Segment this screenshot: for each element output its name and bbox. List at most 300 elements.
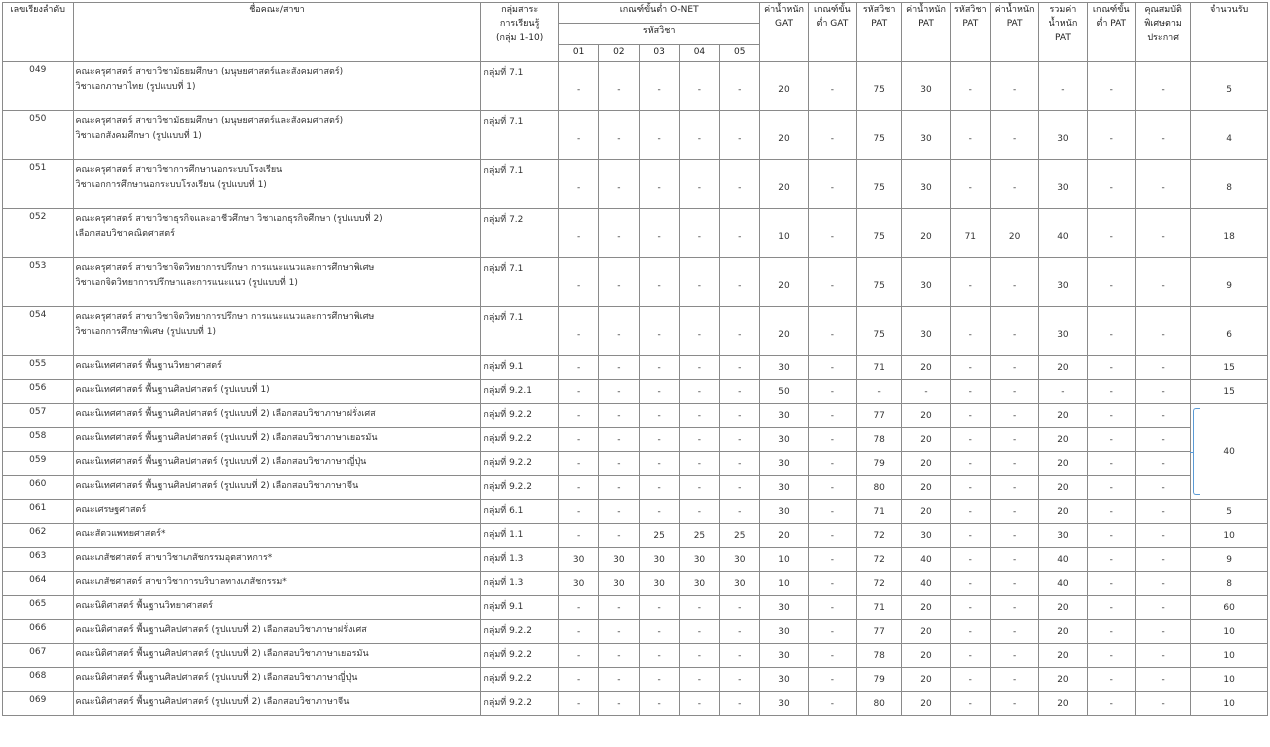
cell-onet-04: - <box>679 476 719 500</box>
cell-name <box>73 209 481 258</box>
cell-gat-weight: 30 <box>760 452 808 476</box>
cell-pat-weight-1: 30 <box>902 258 950 307</box>
cell-code: 053 <box>3 258 74 307</box>
cell-onet-04: - <box>679 500 719 524</box>
cell-gat-min: - <box>808 209 856 258</box>
cell-onet-02: 30 <box>599 572 639 596</box>
cell-group: กลุ่มที่ 9.2.2 <box>481 452 559 476</box>
cell-onet-03: - <box>639 692 679 716</box>
header-onet-01: 01 <box>558 45 598 62</box>
cell-pat-min: - <box>1087 404 1135 428</box>
cell-code: 067 <box>3 644 74 668</box>
cell-onet-05: 25 <box>720 524 760 548</box>
cell-pat-code-1: 78 <box>857 644 902 668</box>
cell-pat-code-1: 72 <box>857 572 902 596</box>
header-gat-weight: ค่าน้ำหนัก GAT <box>760 3 808 62</box>
cell-onet-03: 30 <box>639 548 679 572</box>
cell-group: กลุ่มที่ 9.2.2 <box>481 428 559 452</box>
cell-total-weight: 20 <box>1039 692 1087 716</box>
cell-name <box>73 668 481 692</box>
cell-pat-code-2: - <box>950 500 990 524</box>
cell-total-weight: 30 <box>1039 307 1087 356</box>
cell-onet-01: - <box>558 307 598 356</box>
cell-pat-weight-1: 20 <box>902 500 950 524</box>
table-body <box>3 62 1268 716</box>
cell-onet-04: - <box>679 258 719 307</box>
cell-seats: 6 <box>1191 307 1268 356</box>
cell-onet-01: - <box>558 258 598 307</box>
cell-group: กลุ่มที่ 1.1 <box>481 524 559 548</box>
cell-pat-weight-2: - <box>990 668 1038 692</box>
cell-pat-weight-1: 40 <box>902 572 950 596</box>
header-onet-04: 04 <box>679 45 719 62</box>
cell-pat-weight-2: 20 <box>990 209 1038 258</box>
cell-onet-03: - <box>639 476 679 500</box>
cell-special: - <box>1135 111 1190 160</box>
cell-pat-code-1: - <box>857 380 902 404</box>
cell-group: กลุ่มที่ 7.1 <box>481 111 559 160</box>
cell-onet-05: - <box>720 476 760 500</box>
cell-total-weight: 20 <box>1039 500 1087 524</box>
cell-pat-weight-2: - <box>990 62 1038 111</box>
cell-code: 066 <box>3 620 74 644</box>
cell-gat-weight: 20 <box>760 160 808 209</box>
cell-pat-weight-2: - <box>990 356 1038 380</box>
cell-group: กลุ่มที่ 9.2.2 <box>481 404 559 428</box>
cell-name <box>73 380 481 404</box>
cell-onet-04: - <box>679 160 719 209</box>
cell-name-line-1: คณะนิติศาสตร์ พื้นฐานศิลปศาสตร์ (รูปแบบที่ 2) เลือกสอบวิชาภาษาจีน <box>75 697 350 707</box>
cell-onet-02: - <box>599 476 639 500</box>
cell-name <box>73 644 481 668</box>
cell-onet-05: - <box>720 111 760 160</box>
table-row <box>3 524 1268 548</box>
cell-onet-03: - <box>639 404 679 428</box>
cell-pat-code-1: 80 <box>857 476 902 500</box>
cell-gat-min: - <box>808 111 856 160</box>
cell-onet-01: - <box>558 111 598 160</box>
cell-pat-weight-1: 30 <box>902 62 950 111</box>
cell-onet-01: - <box>558 644 598 668</box>
cell-special: - <box>1135 160 1190 209</box>
header-onet-02: 02 <box>599 45 639 62</box>
cell-gat-min: - <box>808 596 856 620</box>
cell-name <box>73 476 481 500</box>
table-row <box>3 62 1268 111</box>
cell-gat-weight: 30 <box>760 356 808 380</box>
cell-onet-05: - <box>720 380 760 404</box>
cell-pat-code-1: 78 <box>857 428 902 452</box>
cell-pat-weight-2: - <box>990 111 1038 160</box>
cell-seats: 60 <box>1191 596 1268 620</box>
cell-onet-01: - <box>558 692 598 716</box>
cell-group: กลุ่มที่ 7.1 <box>481 307 559 356</box>
cell-seats-merged <box>1191 404 1268 500</box>
cell-pat-min: - <box>1087 476 1135 500</box>
table-row <box>3 307 1268 356</box>
cell-onet-03: - <box>639 209 679 258</box>
cell-onet-04: 30 <box>679 548 719 572</box>
cell-name <box>73 596 481 620</box>
cell-code: 055 <box>3 356 74 380</box>
cell-pat-weight-1: 20 <box>902 692 950 716</box>
cell-onet-02: - <box>599 500 639 524</box>
cell-name-line-2: เลือกสอบวิชาคณิตศาสตร์ <box>75 229 175 239</box>
cell-seats: 15 <box>1191 380 1268 404</box>
cell-pat-weight-1: 20 <box>902 209 950 258</box>
table-row <box>3 572 1268 596</box>
cell-name-line-1: คณะนิติศาสตร์ พื้นฐานวิทยาศาสตร์ <box>75 601 214 611</box>
cell-gat-weight: 30 <box>760 668 808 692</box>
cell-pat-code-2: - <box>950 620 990 644</box>
cell-name-line-1: คณะครุศาสตร์ สาขาวิชามัธยมศึกษา (มนุษยศาสตร์และสังคมศาสตร์) <box>75 67 344 77</box>
cell-name-line-1: คณะนิติศาสตร์ พื้นฐานศิลปศาสตร์ (รูปแบบที่ 2) เลือกสอบวิชาภาษาญี่ปุ่น <box>75 673 358 683</box>
cell-special: - <box>1135 620 1190 644</box>
cell-group: กลุ่มที่ 9.2.1 <box>481 380 559 404</box>
cell-onet-02: - <box>599 307 639 356</box>
cell-onet-04: - <box>679 620 719 644</box>
cell-code: 051 <box>3 160 74 209</box>
cell-gat-min: - <box>808 404 856 428</box>
cell-code: 056 <box>3 380 74 404</box>
cell-group: กลุ่มที่ 9.2.2 <box>481 644 559 668</box>
cell-name <box>73 428 481 452</box>
table-row <box>3 356 1268 380</box>
cell-gat-weight: 30 <box>760 596 808 620</box>
cell-special: - <box>1135 596 1190 620</box>
cell-onet-04: - <box>679 380 719 404</box>
cell-onet-01: - <box>558 160 598 209</box>
cell-pat-weight-1: 20 <box>902 596 950 620</box>
cell-pat-weight-2: - <box>990 548 1038 572</box>
cell-pat-code-2: - <box>950 111 990 160</box>
cell-pat-min: - <box>1087 644 1135 668</box>
cell-pat-weight-1: 30 <box>902 524 950 548</box>
cell-gat-min: - <box>808 644 856 668</box>
cell-pat-weight-1: 20 <box>902 644 950 668</box>
cell-total-weight: 30 <box>1039 524 1087 548</box>
table-row <box>3 596 1268 620</box>
cell-special: - <box>1135 452 1190 476</box>
cell-special: - <box>1135 428 1190 452</box>
cell-onet-02: - <box>599 668 639 692</box>
cell-pat-min: - <box>1087 452 1135 476</box>
cell-name-line-1: คณะนิเทศศาสตร์ พื้นฐานศิลปศาสตร์ (รูปแบบที่ 2) เลือกสอบวิชาภาษาฝรั่งเศส <box>75 409 376 419</box>
cell-total-weight: 40 <box>1039 548 1087 572</box>
cell-name-line-1: คณะนิเทศศาสตร์ พื้นฐานศิลปศาสตร์ (รูปแบบที่ 2) เลือกสอบวิชาภาษาเยอรมัน <box>75 433 378 443</box>
cell-pat-code-2: - <box>950 160 990 209</box>
cell-pat-weight-1: - <box>902 380 950 404</box>
cell-gat-min: - <box>808 62 856 111</box>
cell-special: - <box>1135 524 1190 548</box>
cell-name-line-2: วิชาเอกสังคมศึกษา (รูปแบบที่ 1) <box>75 131 202 141</box>
cell-pat-code-1: 77 <box>857 404 902 428</box>
table-row <box>3 644 1268 668</box>
cell-onet-05: - <box>720 668 760 692</box>
cell-total-weight: - <box>1039 380 1087 404</box>
cell-name-line-2: วิชาเอกจิตวิทยาการปรึกษาและการแนะแนว (รูปแบบที่ 1) <box>75 278 298 288</box>
cell-onet-03: - <box>639 111 679 160</box>
cell-pat-code-1: 71 <box>857 596 902 620</box>
header-special: คุณสมบัติ พิเศษตาม ประกาศ <box>1135 3 1190 62</box>
cell-group: กลุ่มที่ 9.2.2 <box>481 668 559 692</box>
header-group: กลุ่มสาระ การเรียนรู้ (กลุ่ม 1-10) <box>481 3 559 62</box>
cell-pat-weight-2: - <box>990 572 1038 596</box>
cell-name <box>73 111 481 160</box>
cell-name <box>73 524 481 548</box>
cell-pat-code-1: 75 <box>857 209 902 258</box>
cell-name-line-1: คณะนิติศาสตร์ พื้นฐานศิลปศาสตร์ (รูปแบบที่ 2) เลือกสอบวิชาภาษาเยอรมัน <box>75 649 369 659</box>
cell-pat-min: - <box>1087 548 1135 572</box>
cell-name <box>73 452 481 476</box>
admission-table <box>2 2 1268 716</box>
cell-gat-weight: 30 <box>760 404 808 428</box>
cell-total-weight: 40 <box>1039 209 1087 258</box>
cell-name-line-1: คณะนิเทศศาสตร์ พื้นฐานศิลปศาสตร์ (รูปแบบที่ 2) เลือกสอบวิชาภาษาจีน <box>75 481 359 491</box>
cell-special: - <box>1135 500 1190 524</box>
cell-special: - <box>1135 644 1190 668</box>
cell-onet-03: - <box>639 160 679 209</box>
cell-pat-weight-1: 20 <box>902 476 950 500</box>
cell-code: 065 <box>3 596 74 620</box>
table-row <box>3 668 1268 692</box>
cell-name-line-1: คณะเศรษฐศาสตร์ <box>75 505 147 515</box>
brace-mark <box>1193 408 1200 495</box>
cell-pat-code-2: - <box>950 452 990 476</box>
cell-group: กลุ่มที่ 9.2.2 <box>481 620 559 644</box>
cell-total-weight: 30 <box>1039 111 1087 160</box>
cell-special: - <box>1135 476 1190 500</box>
cell-pat-min: - <box>1087 209 1135 258</box>
cell-pat-code-2: - <box>950 668 990 692</box>
cell-onet-05: - <box>720 692 760 716</box>
table-row <box>3 258 1268 307</box>
cell-seats: 15 <box>1191 356 1268 380</box>
cell-onet-05: - <box>720 62 760 111</box>
header-onet-03: 03 <box>639 45 679 62</box>
cell-onet-05: 30 <box>720 572 760 596</box>
cell-onet-04: - <box>679 404 719 428</box>
cell-gat-weight: 20 <box>760 62 808 111</box>
cell-special: - <box>1135 209 1190 258</box>
cell-onet-05: - <box>720 160 760 209</box>
cell-pat-weight-1: 20 <box>902 356 950 380</box>
cell-pat-code-2: - <box>950 307 990 356</box>
cell-pat-code-2: - <box>950 692 990 716</box>
table-row <box>3 692 1268 716</box>
table-row <box>3 160 1268 209</box>
cell-onet-02: - <box>599 524 639 548</box>
cell-onet-01: - <box>558 500 598 524</box>
cell-onet-03: - <box>639 620 679 644</box>
cell-code: 060 <box>3 476 74 500</box>
cell-pat-code-2: - <box>950 404 990 428</box>
cell-gat-weight: 30 <box>760 428 808 452</box>
cell-total-weight: 40 <box>1039 572 1087 596</box>
cell-onet-02: - <box>599 452 639 476</box>
cell-onet-04: - <box>679 596 719 620</box>
cell-onet-05: - <box>720 209 760 258</box>
cell-pat-min: - <box>1087 160 1135 209</box>
cell-pat-weight-2: - <box>990 380 1038 404</box>
cell-gat-min: - <box>808 548 856 572</box>
cell-group: กลุ่มที่ 9.1 <box>481 596 559 620</box>
cell-pat-weight-1: 30 <box>902 307 950 356</box>
cell-gat-min: - <box>808 692 856 716</box>
cell-onet-03: - <box>639 356 679 380</box>
cell-special: - <box>1135 356 1190 380</box>
cell-seats: 5 <box>1191 500 1268 524</box>
cell-pat-weight-2: - <box>990 596 1038 620</box>
table-row <box>3 380 1268 404</box>
cell-code: 064 <box>3 572 74 596</box>
cell-onet-05: - <box>720 307 760 356</box>
header-gat-min: เกณฑ์ขั้น ต่ำ GAT <box>808 3 856 62</box>
cell-onet-01: - <box>558 668 598 692</box>
cell-seats: 10 <box>1191 668 1268 692</box>
cell-group: กลุ่มที่ 7.1 <box>481 160 559 209</box>
cell-pat-code-1: 71 <box>857 356 902 380</box>
cell-pat-min: - <box>1087 668 1135 692</box>
cell-onet-02: - <box>599 644 639 668</box>
cell-onet-01: - <box>558 209 598 258</box>
cell-pat-code-1: 75 <box>857 62 902 111</box>
cell-gat-min: - <box>808 428 856 452</box>
cell-pat-code-1: 79 <box>857 668 902 692</box>
cell-gat-min: - <box>808 380 856 404</box>
cell-onet-05: - <box>720 404 760 428</box>
cell-total-weight: 30 <box>1039 160 1087 209</box>
cell-onet-01: - <box>558 356 598 380</box>
cell-onet-03: 30 <box>639 572 679 596</box>
cell-pat-weight-2: - <box>990 644 1038 668</box>
header-onet-05: 05 <box>720 45 760 62</box>
cell-pat-min: - <box>1087 62 1135 111</box>
cell-pat-weight-2: - <box>990 524 1038 548</box>
cell-name-line-2: วิชาเอกการศึกษาพิเศษ (รูปแบบที่ 1) <box>75 327 216 337</box>
cell-pat-weight-2: - <box>990 500 1038 524</box>
cell-gat-weight: 10 <box>760 572 808 596</box>
cell-name <box>73 307 481 356</box>
header-pat-code-2: รหัสวิชา PAT <box>950 3 990 62</box>
cell-group: กลุ่มที่ 7.2 <box>481 209 559 258</box>
cell-onet-03: - <box>639 596 679 620</box>
cell-name <box>73 62 481 111</box>
cell-onet-05: - <box>720 620 760 644</box>
cell-onet-04: - <box>679 356 719 380</box>
cell-onet-02: - <box>599 160 639 209</box>
cell-onet-04: 25 <box>679 524 719 548</box>
cell-gat-weight: 50 <box>760 380 808 404</box>
cell-onet-04: - <box>679 62 719 111</box>
cell-name <box>73 500 481 524</box>
cell-name <box>73 404 481 428</box>
cell-onet-03: - <box>639 307 679 356</box>
cell-total-weight: 20 <box>1039 476 1087 500</box>
cell-special: - <box>1135 307 1190 356</box>
cell-pat-code-1: 72 <box>857 548 902 572</box>
cell-onet-02: - <box>599 596 639 620</box>
cell-pat-weight-2: - <box>990 620 1038 644</box>
cell-pat-min: - <box>1087 307 1135 356</box>
cell-onet-05: - <box>720 428 760 452</box>
cell-code: 050 <box>3 111 74 160</box>
cell-name <box>73 548 481 572</box>
cell-pat-weight-1: 30 <box>902 111 950 160</box>
cell-gat-min: - <box>808 668 856 692</box>
cell-onet-04: 30 <box>679 572 719 596</box>
cell-seats: 10 <box>1191 524 1268 548</box>
cell-pat-code-2: 71 <box>950 209 990 258</box>
cell-onet-03: - <box>639 62 679 111</box>
cell-pat-weight-1: 40 <box>902 548 950 572</box>
header-code: เลขเรียงลำดับ <box>3 3 74 62</box>
cell-onet-03: - <box>639 428 679 452</box>
cell-gat-weight: 20 <box>760 524 808 548</box>
cell-seats: 10 <box>1191 620 1268 644</box>
cell-onet-03: - <box>639 644 679 668</box>
cell-pat-code-2: - <box>950 644 990 668</box>
cell-name-line-1: คณะครุศาสตร์ สาขาวิชาจิตวิทยาการปรึกษา การแนะแนวและการศึกษาพิเศษ <box>75 263 375 273</box>
cell-pat-code-2: - <box>950 258 990 307</box>
cell-pat-code-1: 71 <box>857 500 902 524</box>
cell-pat-min: - <box>1087 500 1135 524</box>
cell-onet-02: - <box>599 209 639 258</box>
cell-name-line-1: คณะนิเทศศาสตร์ พื้นฐานศิลปศาสตร์ (รูปแบบที่ 1) <box>75 385 270 395</box>
cell-onet-04: - <box>679 428 719 452</box>
cell-gat-weight: 30 <box>760 620 808 644</box>
cell-seats: 4 <box>1191 111 1268 160</box>
cell-special: - <box>1135 62 1190 111</box>
cell-pat-weight-1: 20 <box>902 452 950 476</box>
cell-onet-01: - <box>558 596 598 620</box>
cell-onet-04: - <box>679 692 719 716</box>
cell-name-line-2: วิชาเอกภาษาไทย (รูปแบบที่ 1) <box>75 82 196 92</box>
cell-special: - <box>1135 668 1190 692</box>
cell-name-line-2: วิชาเอกการศึกษานอกระบบโรงเรียน (รูปแบบที่ 1) <box>75 180 267 190</box>
cell-total-weight: 20 <box>1039 404 1087 428</box>
cell-group: กลุ่มที่ 1.3 <box>481 572 559 596</box>
cell-pat-weight-2: - <box>990 476 1038 500</box>
cell-onet-03: - <box>639 380 679 404</box>
cell-seats: 10 <box>1191 692 1268 716</box>
cell-code: 057 <box>3 404 74 428</box>
cell-onet-04: - <box>679 452 719 476</box>
cell-gat-weight: 30 <box>760 644 808 668</box>
cell-onet-04: - <box>679 111 719 160</box>
cell-total-weight: 20 <box>1039 644 1087 668</box>
table-row <box>3 404 1268 428</box>
cell-name <box>73 620 481 644</box>
cell-onet-01: - <box>558 62 598 111</box>
cell-onet-05: - <box>720 500 760 524</box>
cell-pat-weight-1: 20 <box>902 428 950 452</box>
cell-pat-code-1: 77 <box>857 620 902 644</box>
cell-pat-weight-2: - <box>990 692 1038 716</box>
cell-pat-weight-2: - <box>990 452 1038 476</box>
cell-onet-02: - <box>599 258 639 307</box>
cell-code: 068 <box>3 668 74 692</box>
cell-pat-code-2: - <box>950 476 990 500</box>
cell-name-line-1: คณะครุศาสตร์ สาขาวิชาจิตวิทยาการปรึกษา การแนะแนวและการศึกษาพิเศษ <box>75 312 375 322</box>
header-total-weight: รวมค่า น้ำหนัก PAT <box>1039 3 1087 62</box>
cell-name-line-1: คณะครุศาสตร์ สาขาวิชาการศึกษานอกระบบโรงเรียน <box>75 165 283 175</box>
cell-code: 058 <box>3 428 74 452</box>
cell-onet-03: - <box>639 500 679 524</box>
cell-pat-code-1: 79 <box>857 452 902 476</box>
cell-onet-02: - <box>599 62 639 111</box>
table-row <box>3 500 1268 524</box>
